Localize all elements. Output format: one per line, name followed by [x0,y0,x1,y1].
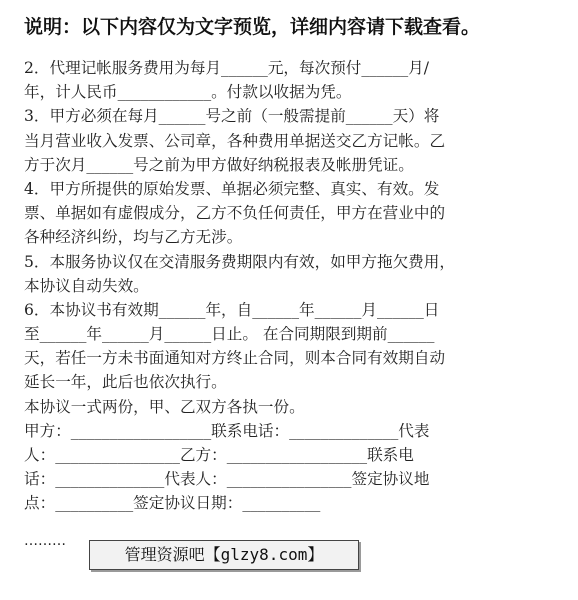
agreement-line: 方于次月______号之前为甲方做好纳税报表及帐册凭证。 [24,155,414,174]
agreement-line: 4．甲方所提供的原始发票、单据必须完整、真实、有效。发 [24,179,440,198]
agreement-line: 年，计人民币____________。付款以收据为凭。 [24,83,352,102]
agreement-line: 各种经济纠纷，均与乙方无涉。 [24,228,243,247]
agreement-line: 甲方：__________________联系电话：______________代表 [24,421,430,440]
agreement-line: 2．代理记帐服务费用为每月______元，每次预付______月/ [24,59,430,77]
agreement-line: 票、单据如有虚假成分，乙方不负任何责任，甲方在营业中的 [24,204,446,223]
agreement-line: 当月营业收入发票、公司章，各种费用单据送交乙方记帐。乙 [24,131,446,150]
agreement-line: 6．本协议书有效期______年，自______年______月______日 [24,300,440,319]
agreement-line: 至______年______月______日止。 在合同期限到期前______ [24,325,435,344]
agreement-body [24,56,554,516]
agreement-line: 延长一年，此后也依次执行。 [24,373,227,392]
agreement-line: 话：______________代表人：________________签定协议地 [24,470,430,489]
agreement-line: 本协议自动失效。 [24,276,149,295]
ellipsis: ……… [24,533,66,549]
agreement-line: 点：__________签定协议日期：__________ [24,494,321,513]
watermark-badge: 管理资源吧【glzy8.com】 [89,540,359,570]
agreement-line: 3．甲方必须在每月______号之前（一般需提前______天）将 [24,107,440,126]
preview-note: 说明：以下内容仅为文字预览，详细内容请下载查看。 [24,16,481,38]
agreement-line: 本协议一式两份，甲、乙双方各执一份。 [24,397,305,416]
agreement-line: 天，若任一方未书面通知对方终止合同，则本合同有效期自动 [24,349,446,368]
agreement-line: 5．本服务协议仅在交清服务费期限内有效，如甲方拖欠费用， [24,252,455,271]
agreement-line: 人：________________乙方：__________________联系电 [24,446,414,464]
